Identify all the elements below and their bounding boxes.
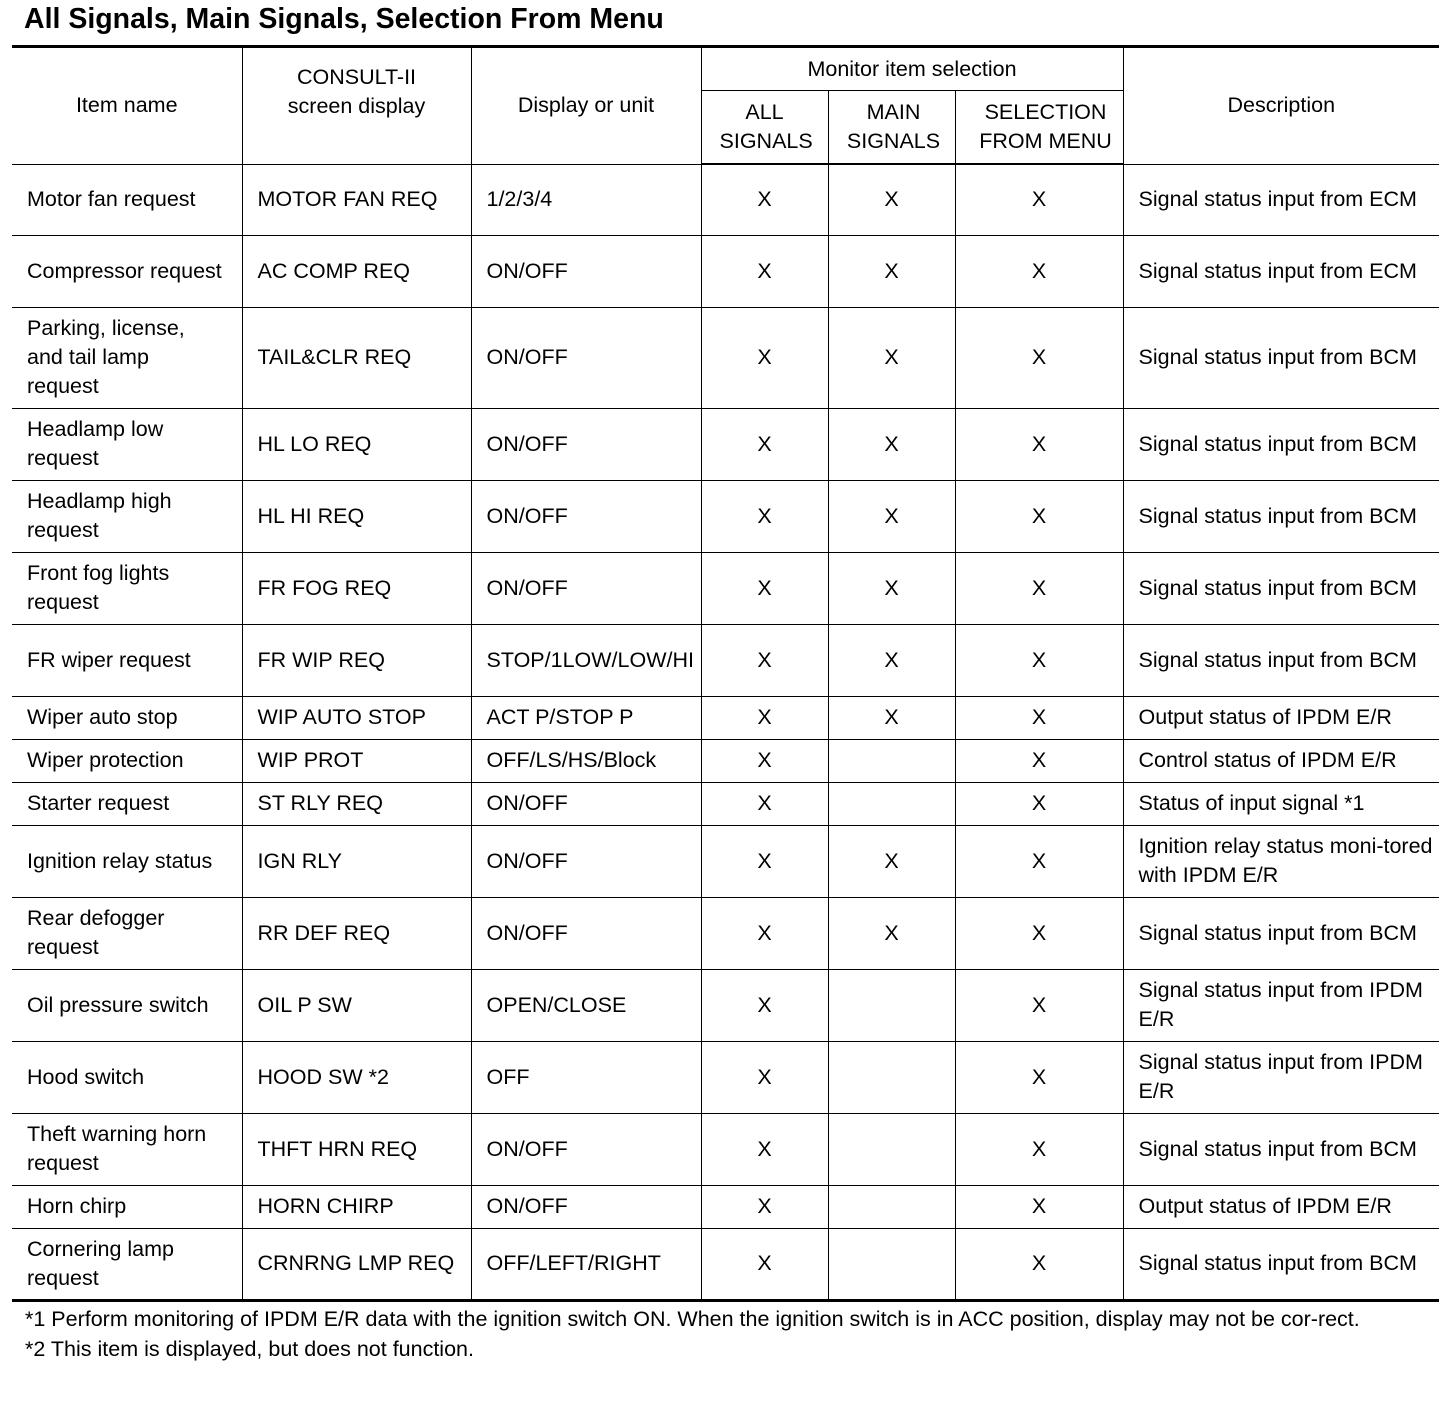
cell-main-signals [828,825,955,897]
header-selection-from-menu: SELECTION FROM MENU [955,91,1123,165]
cell-all-signals [701,969,828,1041]
cell-all-signals-text: X [757,748,772,772]
cell-item-name [12,552,242,624]
cell-consult-display [242,825,471,897]
cell-description [1123,307,1439,408]
table-body [12,164,1439,1300]
cell-description-text: Signal status input from BCM [1138,647,1417,672]
cell-consult-display [242,696,471,739]
cell-display-unit [471,739,701,782]
cell-selection-from-menu [955,739,1123,782]
cell-selection-from-menu [955,897,1123,969]
cell-display-unit [471,480,701,552]
cell-main-signals [828,1113,955,1185]
cell-display-unit [471,552,701,624]
cell-main-signals-text: X [884,575,899,600]
cell-display-unit-text: ON/OFF [486,258,568,283]
cell-item-name [12,739,242,782]
cell-consult-display [242,164,471,235]
cell-item-name [12,624,242,696]
cell-display-unit-text: OFF [486,1064,530,1089]
cell-item-name [12,408,242,480]
cell-consult-display [242,1041,471,1113]
cell-selection-from-menu-text: X [1031,187,1047,212]
cell-display-unit [471,782,701,825]
cell-consult-display-text: AC COMP REQ [257,258,411,283]
cell-display-unit [471,624,701,696]
cell-main-signals [828,164,955,235]
cell-selection-from-menu-text: X [1031,258,1047,283]
cell-display-unit-text: ON/OFF [486,920,568,945]
cell-item-name-text: Starter request [27,791,170,815]
cell-selection-from-menu [955,969,1123,1041]
cell-selection-from-menu-text: X [1031,1251,1047,1275]
cell-selection-from-menu [955,696,1123,739]
cell-description-text: Ignition relay status moni-tored with IPDM E/R [1138,834,1433,887]
cell-selection-from-menu [955,235,1123,307]
cell-selection-from-menu-text: X [1031,503,1047,528]
cell-main-signals-text: X [884,431,899,456]
header-consult-display: CONSULT-II screen display [242,47,471,165]
cell-consult-display [242,1228,471,1300]
cell-all-signals [701,782,828,825]
table-row [12,696,1439,739]
cell-consult-display [242,624,471,696]
cell-item-name-text: Hood switch [27,1064,145,1089]
cell-item-name-text: Headlamp high request [27,489,172,542]
cell-description [1123,696,1439,739]
table-row [12,1228,1439,1300]
cell-description [1123,897,1439,969]
table-row [12,825,1439,897]
cell-main-signals [828,307,955,408]
cell-consult-display-text: HORN CHIRP [257,1194,394,1218]
cell-item-name-text: Front fog lights request [27,561,170,614]
cell-selection-from-menu-text: X [1031,431,1047,456]
cell-selection-from-menu-text: X [1031,345,1047,369]
cell-display-unit-text: OPEN/CLOSE [486,992,627,1017]
cell-main-signals-text: X [884,345,899,369]
cell-all-signals [701,1113,828,1185]
cell-description [1123,235,1439,307]
cell-consult-display [242,969,471,1041]
cell-description [1123,1185,1439,1228]
cell-main-signals [828,480,955,552]
cell-selection-from-menu-text: X [1031,848,1047,873]
cell-display-unit [471,307,701,408]
cell-description [1123,552,1439,624]
table-row [12,164,1439,235]
cell-main-signals [828,782,955,825]
cell-selection-from-menu [955,408,1123,480]
cell-item-name-text: Compressor request [27,258,222,283]
cell-selection-from-menu-text: X [1031,705,1047,729]
cell-display-unit-text: ON/OFF [486,1136,568,1161]
cell-all-signals [701,739,828,782]
cell-main-signals-text: X [884,187,899,212]
footnotes [25,1304,1440,1364]
cell-description-text: Signal status input from BCM [1138,1136,1417,1161]
cell-item-name [12,969,242,1041]
cell-description-text: Signal status input from BCM [1138,920,1417,945]
cell-item-name [12,1113,242,1185]
cell-display-unit [471,1228,701,1300]
table-row [12,1113,1439,1185]
cell-consult-display-text: HOOD SW *2 [257,1064,389,1089]
cell-selection-from-menu [955,480,1123,552]
cell-description-text: Signal status input from ECM [1138,258,1417,283]
cell-all-signals [701,235,828,307]
cell-consult-display-text: WIP PROT [257,748,364,772]
cell-item-name-text: Parking, license, and tail lamp request [27,316,185,398]
cell-selection-from-menu-text: X [1031,920,1047,945]
cell-all-signals-text: X [757,187,772,212]
table-row [12,235,1439,307]
cell-selection-from-menu [955,825,1123,897]
header-display-unit: Display or unit [471,47,701,165]
cell-display-unit-text: ON/OFF [486,791,568,815]
cell-all-signals [701,1041,828,1113]
cell-description [1123,969,1439,1041]
cell-consult-display-text: HL LO REQ [257,431,372,456]
cell-item-name [12,1228,242,1300]
header-all-signals: ALL SIGNALS [701,91,828,165]
cell-all-signals-text: X [757,791,772,815]
cell-selection-from-menu-text: X [1031,575,1047,600]
cell-item-name [12,825,242,897]
cell-item-name-text: Motor fan request [27,187,196,211]
cell-all-signals [701,408,828,480]
cell-all-signals-text: X [757,920,772,945]
cell-all-signals-text: X [757,258,772,283]
cell-main-signals-text: X [884,647,899,672]
cell-consult-display [242,552,471,624]
cell-selection-from-menu [955,1113,1123,1185]
cell-description-text: Signal status input from BCM [1138,431,1417,456]
cell-display-unit [471,408,701,480]
footnote-1: *1 Perform monitoring of IPDM E/R data with the ignition switch ON. When the ignition switch is in ACC position, display may not be cor-rect. [25,1307,1360,1331]
cell-consult-display [242,1113,471,1185]
cell-display-unit-text: ON/OFF [486,503,568,528]
table-row [12,480,1439,552]
cell-description-text: Status of input signal *1 [1138,791,1365,815]
cell-display-unit-text: ON/OFF [486,575,568,600]
cell-item-name-text: Theft warning horn request [27,1122,207,1175]
table-row [12,408,1439,480]
cell-description-text: Signal status input from IPDM E/R [1138,1050,1423,1103]
cell-all-signals-text: X [757,992,772,1017]
cell-consult-display-text: THFT HRN REQ [257,1136,418,1161]
cell-all-signals-text: X [757,705,772,729]
cell-all-signals [701,307,828,408]
cell-selection-from-menu [955,307,1123,408]
cell-description [1123,624,1439,696]
cell-display-unit [471,696,701,739]
cell-display-unit [471,897,701,969]
header-monitor-selection: Monitor item selection [701,47,1123,91]
cell-description [1123,408,1439,480]
cell-all-signals-text: X [757,503,772,528]
cell-description-text: Signal status input from BCM [1138,345,1417,369]
cell-consult-display [242,897,471,969]
cell-display-unit-text: ON/OFF [486,1194,568,1218]
cell-item-name [12,164,242,235]
cell-description [1123,480,1439,552]
cell-selection-from-menu-text: X [1031,1194,1047,1218]
cell-main-signals [828,552,955,624]
cell-consult-display-text: RR DEF REQ [257,920,391,945]
cell-description [1123,1228,1439,1300]
cell-all-signals-text: X [757,431,772,456]
table-row [12,1041,1439,1113]
cell-all-signals [701,1228,828,1300]
cell-display-unit-text: STOP/1LOW/LOW/HI [486,647,694,672]
cell-item-name [12,235,242,307]
cell-selection-from-menu [955,1185,1123,1228]
cell-consult-display-text: OIL P SW [257,992,352,1017]
cell-selection-from-menu-text: X [1031,1136,1047,1161]
cell-consult-display-text: ST RLY REQ [257,791,383,815]
cell-all-signals [701,552,828,624]
cell-selection-from-menu [955,164,1123,235]
cell-display-unit [471,1185,701,1228]
cell-item-name-text: Wiper protection [27,748,184,772]
cell-description [1123,1113,1439,1185]
cell-item-name-text: Rear defogger request [27,906,165,959]
table-row [12,739,1439,782]
cell-item-name-text: Ignition relay status [27,848,213,873]
cell-display-unit [471,1113,701,1185]
table-row [12,969,1439,1041]
cell-display-unit-text: OFF/LEFT/RIGHT [486,1251,661,1275]
cell-main-signals-text: X [884,920,899,945]
footnote-2: *2 This item is displayed, but does not function. [25,1337,474,1361]
cell-all-signals-text: X [757,575,772,600]
cell-consult-display-text: WIP AUTO STOP [257,705,426,729]
cell-consult-display-text: IGN RLY [257,848,342,873]
cell-item-name-text: Wiper auto stop [27,705,178,729]
cell-main-signals [828,235,955,307]
cell-item-name [12,1185,242,1228]
cell-item-name [12,897,242,969]
cell-display-unit [471,1041,701,1113]
cell-description-text: Output status of IPDM E/R [1138,705,1392,729]
cell-main-signals [828,624,955,696]
header-main-signals: MAIN SIGNALS [828,91,955,165]
cell-display-unit-text: ACT P/STOP P [486,705,634,729]
table-row [12,624,1439,696]
cell-item-name [12,480,242,552]
cell-consult-display [242,235,471,307]
cell-description [1123,739,1439,782]
cell-description [1123,1041,1439,1113]
cell-main-signals [828,1041,955,1113]
cell-all-signals-text: X [757,1136,772,1161]
cell-consult-display [242,1185,471,1228]
cell-description-text: Signal status input from ECM [1138,187,1417,211]
cell-selection-from-menu-text: X [1031,791,1047,815]
cell-all-signals-text: X [757,1251,772,1275]
cell-all-signals [701,696,828,739]
cell-main-signals [828,739,955,782]
cell-description-text: Signal status input from BCM [1138,1251,1417,1275]
cell-all-signals [701,480,828,552]
cell-main-signals-text: X [884,705,899,729]
cell-item-name-text: Oil pressure switch [27,992,209,1017]
cell-display-unit [471,825,701,897]
cell-main-signals-text: X [884,258,899,283]
cell-all-signals [701,164,828,235]
table-row [12,307,1439,408]
cell-consult-display-text: TAIL&CLR REQ [257,345,412,369]
cell-selection-from-menu-text: X [1031,992,1047,1017]
cell-selection-from-menu [955,1228,1123,1300]
table-row [12,897,1439,969]
cell-main-signals [828,408,955,480]
table-row [12,552,1439,624]
cell-selection-from-menu-text: X [1031,647,1047,672]
cell-display-unit-text: ON/OFF [486,431,568,456]
cell-all-signals-text: X [757,848,772,873]
cell-main-signals-text: X [884,503,899,528]
cell-selection-from-menu [955,624,1123,696]
cell-item-name-text: Headlamp low request [27,417,164,470]
cell-selection-from-menu [955,552,1123,624]
cell-main-signals [828,1228,955,1300]
cell-selection-from-menu [955,1041,1123,1113]
cell-main-signals [828,1185,955,1228]
cell-all-signals-text: X [757,647,772,672]
cell-item-name [12,1041,242,1113]
cell-consult-display [242,408,471,480]
cell-consult-display-text: FR WIP REQ [257,647,385,672]
cell-item-name [12,307,242,408]
cell-main-signals [828,696,955,739]
cell-display-unit [471,969,701,1041]
cell-all-signals-text: X [757,345,772,369]
cell-all-signals [701,1185,828,1228]
cell-consult-display [242,307,471,408]
cell-consult-display [242,480,471,552]
cell-description [1123,825,1439,897]
cell-display-unit-text: ON/OFF [486,345,568,369]
header-item-name: Item name [12,47,242,165]
cell-main-signals-text: X [884,848,899,873]
cell-main-signals [828,897,955,969]
cell-all-signals-text: X [757,1194,772,1218]
cell-consult-display [242,739,471,782]
cell-display-unit [471,164,701,235]
cell-consult-display-text: FR FOG REQ [257,575,392,600]
cell-description [1123,164,1439,235]
cell-description-text: Signal status input from BCM [1138,575,1417,600]
cell-selection-from-menu-text: X [1031,1064,1047,1089]
table-row [12,1185,1439,1228]
cell-description [1123,782,1439,825]
cell-item-name-text: FR wiper request [27,647,191,672]
cell-item-name-text: Cornering lamp request [27,1236,174,1290]
cell-all-signals [701,825,828,897]
cell-main-signals [828,969,955,1041]
signals-table [12,45,1439,1302]
cell-item-name-text: Horn chirp [27,1194,127,1218]
header-description: Description [1123,47,1439,165]
cell-item-name [12,782,242,825]
cell-all-signals-text: X [757,1064,772,1089]
cell-selection-from-menu [955,782,1123,825]
cell-item-name [12,696,242,739]
cell-display-unit [471,235,701,307]
cell-display-unit-text: ON/OFF [486,848,568,873]
cell-description-text: Control status of IPDM E/R [1138,748,1397,772]
cell-consult-display-text: MOTOR FAN REQ [257,187,438,211]
cell-all-signals [701,897,828,969]
cell-description-text: Signal status input from BCM [1138,503,1417,528]
cell-description-text: Output status of IPDM E/R [1138,1194,1392,1218]
cell-display-unit-text: OFF/LS/HS/Block [486,748,657,772]
cell-selection-from-menu-text: X [1031,748,1047,772]
table-row [12,782,1439,825]
page-title: All Signals, Main Signals, Selection From Menu [24,3,664,35]
cell-all-signals [701,624,828,696]
cell-consult-display-text: CRNRNG LMP REQ [257,1251,455,1275]
cell-description-text: Signal status input from IPDM E/R [1138,978,1423,1031]
cell-display-unit-text: 1/2/3/4 [486,187,553,211]
cell-consult-display [242,782,471,825]
cell-consult-display-text: HL HI REQ [257,503,365,528]
